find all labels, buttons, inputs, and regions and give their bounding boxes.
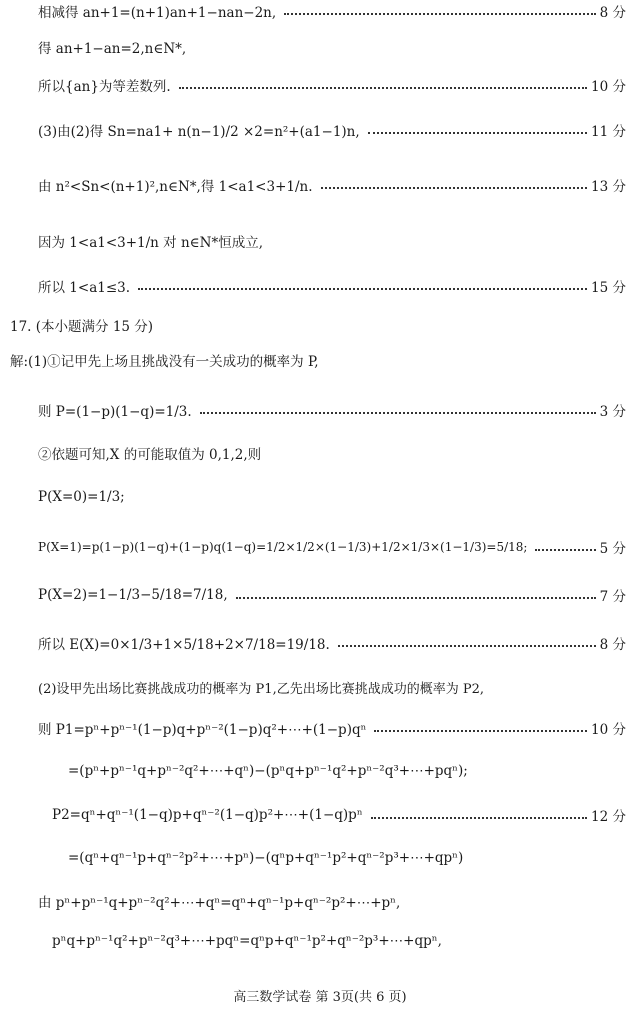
solution-line (0, 800, 640, 830)
page-footer: 高三数学试卷 第 3页(共 6 页) (233, 990, 407, 1005)
solution-line (0, 226, 640, 256)
score-label: 11 分 (591, 124, 626, 140)
leader-dots (284, 13, 595, 15)
math-text: 则 P1=pⁿ+pⁿ⁻¹(1−p)q+pⁿ⁻²(1−p)q²+⋯+(1−p)qⁿ (38, 722, 367, 738)
math-text: 由 n²<Sn<(n+1)²,n∈N*,得 1<a1<3+1/n. (38, 179, 313, 195)
math-text: 相减得 an+1=(n+1)an+1−nan−2n, (38, 5, 277, 21)
math-text: 得 an+1−an=2,n∈N*, (38, 41, 187, 57)
solution-line (0, 115, 640, 145)
math-text: P2=qⁿ+qⁿ⁻¹(1−q)p+qⁿ⁻²(1−q)p²+⋯+(1−q)pⁿ (52, 807, 363, 823)
problem-heading (0, 310, 640, 340)
leader-dots (138, 288, 587, 290)
leader-dots (338, 645, 596, 647)
solution-line (0, 32, 640, 62)
solution-line (0, 843, 640, 873)
leader-dots (179, 87, 587, 89)
math-text: P(X=2)=1−1/3−5/18=7/18, (38, 587, 228, 603)
solution-line (0, 0, 640, 26)
math-text: pⁿq+pⁿ⁻¹q²+pⁿ⁻²q³+⋯+pqⁿ=qⁿp+qⁿ⁻¹p²+qⁿ⁻²p³+⋯+qpⁿ, (52, 933, 442, 949)
math-text: ②依题可知,X 的可能取值为 0,1,2,则 (38, 447, 262, 463)
math-text: P(X=0)=1/3; (38, 489, 125, 505)
solution-line (0, 170, 640, 200)
score-label: 15 分 (591, 280, 626, 296)
math-text: (2)设甲先出场比赛挑战成功的概率为 P1,乙先出场比赛挑战成功的概率为 P2, (38, 681, 484, 697)
math-text: 17. (本小题满分 15 分) (10, 319, 154, 335)
score-label: 3 分 (599, 404, 626, 420)
solution-line (0, 70, 640, 100)
score-label: 5 分 (599, 541, 626, 557)
leader-dots (200, 412, 596, 414)
math-text: P(X=1)=p(1−p)(1−q)+(1−p)q(1−q)=1/2×1/2×(1−1/3)+1/2×1/3×(1−1/3)=5/18; (38, 540, 528, 554)
math-text: 则 P=(1−p)(1−q)=1/3. (38, 404, 192, 420)
math-text: 因为 1<a1<3+1/n 对 n∈N*恒成立, (38, 235, 263, 251)
math-text: 所以 1<a1≤3. (38, 280, 131, 296)
leader-dots (368, 132, 587, 134)
score-label: 8 分 (599, 637, 626, 653)
leader-dots (535, 549, 595, 551)
solution-line (0, 886, 640, 916)
solution-line (0, 672, 640, 702)
solution-line (0, 271, 640, 301)
score-label: 8 分 (599, 5, 626, 21)
score-label: 7 分 (599, 589, 626, 605)
score-label: 12 分 (591, 809, 626, 825)
math-text: 所以{an}为等差数列. (38, 79, 171, 95)
math-text: 由 pⁿ+pⁿ⁻¹q+pⁿ⁻²q²+⋯+qⁿ=qⁿ+qⁿ⁻¹p+qⁿ⁻²p²+⋯+pⁿ, (38, 895, 401, 911)
solution-line (0, 580, 640, 610)
solution-line (0, 713, 640, 743)
math-text: =(pⁿ+pⁿ⁻¹q+pⁿ⁻²q²+⋯+qⁿ)−(pⁿq+pⁿ⁻¹q²+pⁿ⁻²q³+⋯+pqⁿ); (68, 763, 468, 779)
solution-line (0, 926, 640, 956)
score-label: 13 分 (591, 179, 626, 195)
score-label: 10 分 (591, 722, 626, 738)
leader-dots (321, 187, 588, 189)
solution-line (0, 482, 640, 512)
math-text: =(qⁿ+qⁿ⁻¹p+qⁿ⁻²p²+⋯+pⁿ)−(qⁿp+qⁿ⁻¹p²+qⁿ⁻²p³+⋯+qpⁿ) (68, 850, 464, 866)
solution-line (0, 532, 640, 562)
solution-line (0, 756, 640, 786)
score-label: 10 分 (591, 79, 626, 95)
solution-line (0, 628, 640, 658)
solution-line (0, 395, 640, 425)
leader-dots (236, 597, 596, 599)
solution-line (0, 438, 640, 468)
leader-dots (371, 817, 587, 819)
leader-dots (374, 730, 587, 732)
math-text: (3)由(2)得 Sn=na1+ n(n−1)/2 ×2=n²+(a1−1)n, (38, 124, 360, 140)
math-text: 所以 E(X)=0×1/3+1×5/18+2×7/18=19/18. (38, 637, 330, 653)
solution-line (0, 345, 640, 375)
math-text: 解:(1)①记甲先上场且挑战没有一关成功的概率为 P, (10, 354, 319, 370)
